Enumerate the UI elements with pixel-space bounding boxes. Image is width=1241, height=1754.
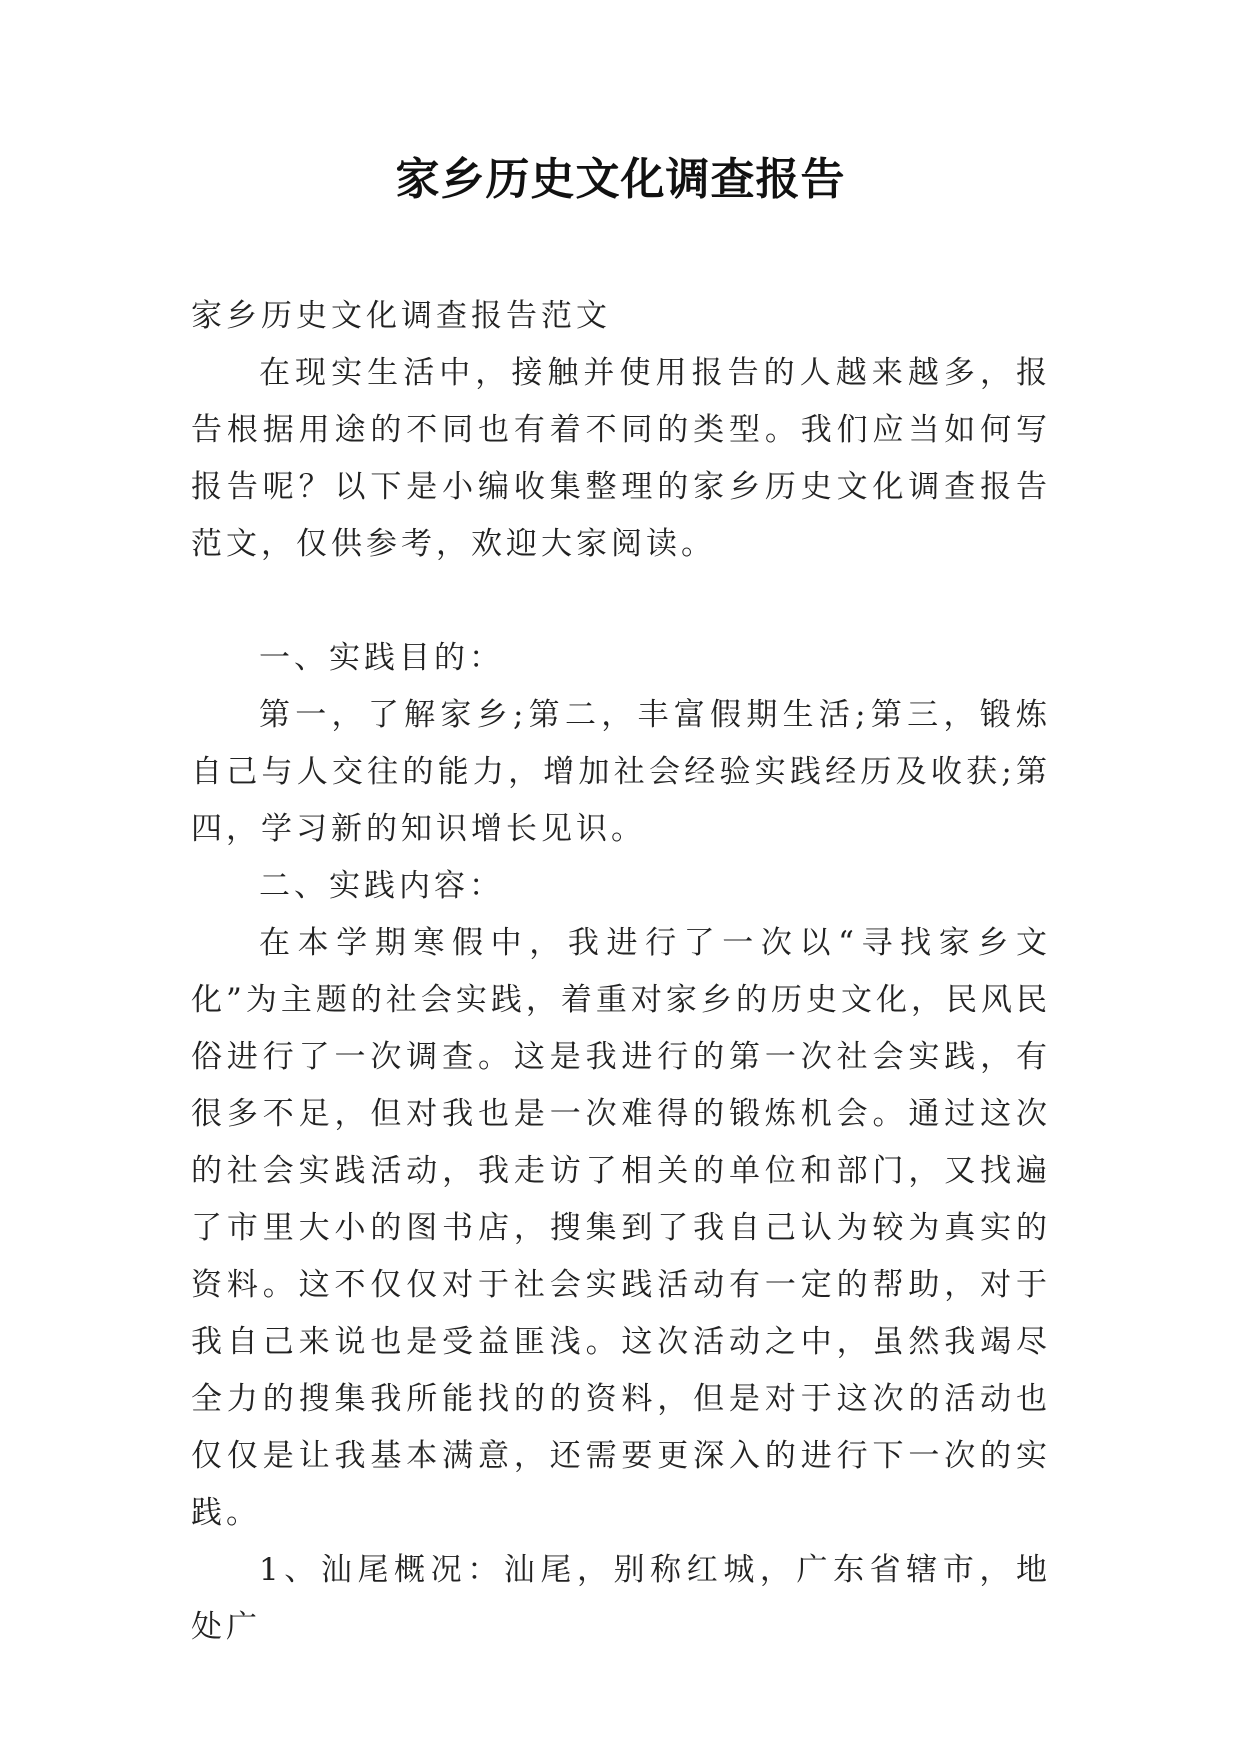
purpose-paragraph: 第一，了解家乡;第二，丰富假期生活;第三，锻炼自己与人交往的能力，增加社会经验实践经历及收获;第四，学习新的知识增长见识。 (191, 697, 1051, 847)
content-paragraph: 在本学期寒假中，我进行了一次以“寻找家乡文化”为主题的社会实践，着重对家乡的历史文化，民风民俗进行了一次调查。这是我进行的第一次社会实践，有很多不足，但对我也是一次难得的锻炼机会。通过这次的社会实践活动，我走访了相关的单位和部门，又找遍了市里大小的图书店，搜集到了我自己认为较为真实的资料。这不仅仅对于社会实践活动有一定的帮助，对于我自己来说也是受益匪浅。这次活动之中，虽然我竭尽全力的搜集我所能找的的资料，但是对于这次的活动也仅仅是让我基本满意，还需要更深入的进行下一次的实践。 (191, 925, 1051, 1531)
paragraph-spacer (191, 573, 1051, 630)
section-heading-content: 二、实践内容： (259, 868, 504, 904)
intro-paragraph: 在现实生活中，接触并使用报告的人越来越多，报告根据用途的不同也有着不同的类型。我们应当如何写报告呢？以下是小编收集整理的家乡历史文化调查报告范文，仅供参考，欢迎大家阅读。 (191, 355, 1051, 562)
document-title: 家乡历史文化调查报告 (395, 154, 846, 205)
document-subtitle: 家乡历史文化调查报告范文 (191, 298, 611, 334)
overview-item: 1、汕尾概况：汕尾，别称红城，广东省辖市，地处广 (191, 1552, 1051, 1645)
document-body (191, 288, 1051, 1656)
section-heading-purpose: 一、实践目的： (259, 640, 504, 676)
